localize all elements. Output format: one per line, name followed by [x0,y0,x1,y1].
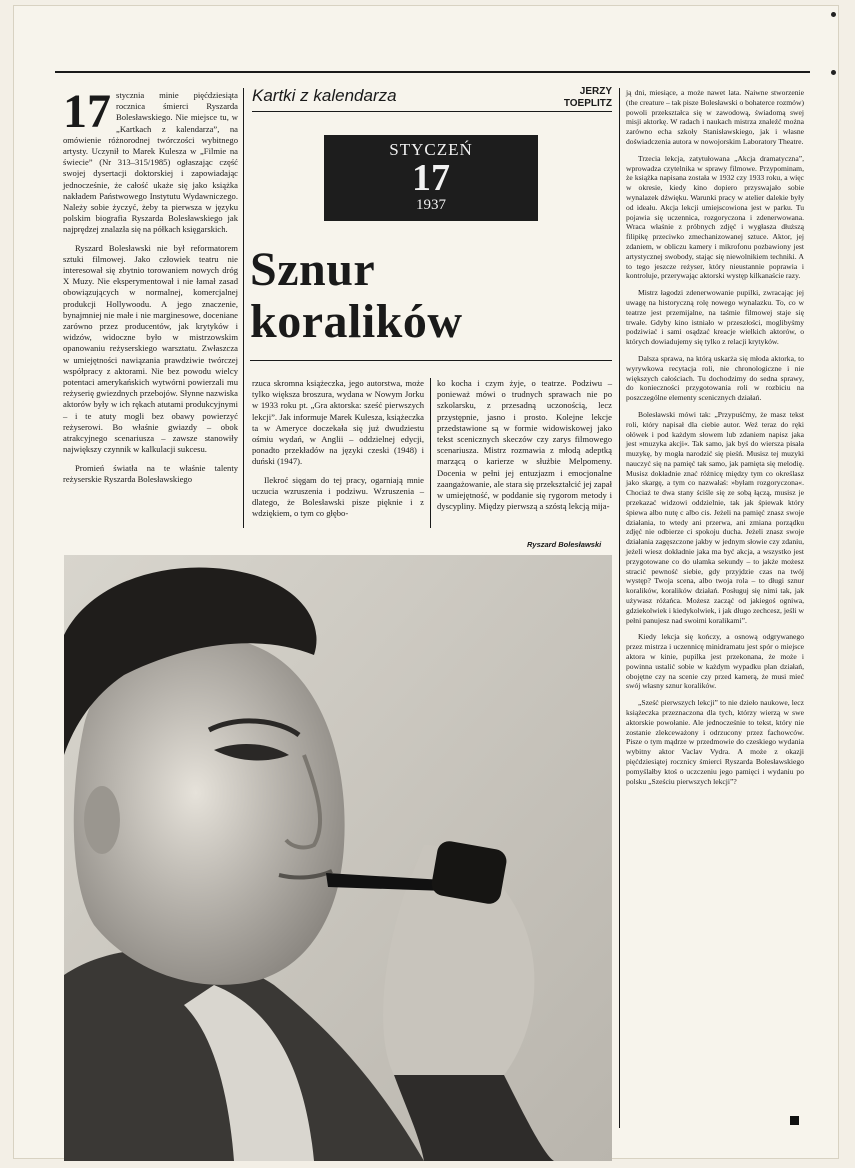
column-4 [626,88,804,793]
column-divider [430,378,431,528]
portrait-photo [64,555,612,1161]
date-month: STYCZEŃ [389,140,473,159]
paragraph: Promień światła na te właśnie talenty reżyserskie Ryszarda Bolesławskiego [63,462,238,484]
column-divider [619,88,620,1128]
dropcap: 17 [63,85,111,138]
paragraph: 17 stycznia minie pięćdziesiąta rocznica śmierci Ryszarda Bolesławskiego. Nie miejsce tu, w „Kartkach z kalendarza”, na omówienie różnorodnej twórczości wybitnego artysty. Uczynił to Marek Kulesza w „Filmie na świecie” (Nr 313–315/1985) ogłaszając część swojej dysertacji doktorskiej i zapowiadając jednocześnie, że całość ukaże się jako książka nakładem Państwowego Instytutu Wydawniczego. Należy sobie życzyć, żeby ta pierwsza w języku polskim biografia Ryszarda Bolesławskiego jak najprędzej znalazła się na półkach księgarskich. [63,85,238,235]
date-box [324,135,538,221]
end-mark [790,1116,799,1125]
paragraph: rzuca skromna książeczka, jego autorstwa, może tylko większa broszura, wydana w Nowym Jorku w 1933 roku pt. „Gra aktorska: sześć pierwszych lekcji”. Jak informuje Marek Kulesza, książeczka ta w Ameryce doczekała się już dwudziestu ośmiu wydań, w Anglii – oddzielnej edycji, ponadto przekładów na języki czeski (1948) i duński (1947). [252,378,424,467]
paragraph: Kiedy lekcja się kończy, a osnową odgrywanego przez mistrza i uczennicę minidramatu jest spór o miejsce aktora w kinie, pupilka jest przekonana, że może i powinna ustalić sobie w każdym wypadku plan działań, obojętne czy na scenie czy przed kamerą, że musi mieć swój własny sznur koralików. [626,632,804,691]
paragraph: ko kocha i czym żyje, o teatrze. Podziwu – ponieważ mówi o trudnych sprawach nie po szkolarsku, z przesadną uczonością, lecz przystępnie, jasno i prosto. Kolejne lekcje przedstawione są w formie widowiskowej jako tekst scenicznych skeczów czy zarys filmowego scenariusza. Mistrz rozmawia z młodą adeptką marzącą o karierze w służbie Melpomeny. Docenia w pełni jej entuzjazm i emocjonalne zaangażowanie, ale stara się przekształcić jej zapał w umiejętność, w poddanie się rygorom metody i dyscypliny. Między pierwszą a szóstą lekcją mija- [437,378,612,512]
paragraph: „Sześć pierwszych lekcji” to nie dzieło naukowe, lecz książeczka przeznaczona dla tych, którzy wierzą w swe aktorskie powołanie. Ale jednocześnie to tekst, który nie zostanie zlekceważony i odrzucony przez fachowców. Pisze o tym mądrze w przedmowie do czeskiego wydania wybitny aktor Vaclav Vydra. A może z okazji pięćdziesiątej rocznicy śmierci Ryszarda Bolesławskiego pomyślałby ktoś o uczczeniu jego pamięci i wydaniu po polsku „Sześciu pierwszych lekcji”? [626,698,804,786]
title-rule [250,360,612,361]
date-year: 1937 [416,197,446,213]
paragraph: Bolesławski mówi tak: „Przypuśćmy, że masz tekst roli, który napisał dla ciebie autor. Weź teraz do ręki ołówek i pod każdym słowem lub zdaniem napisz jaka jest »muzyka akcji«. Tak samo, jak byś do wiersza pisała muzykę, by mogła narodzić się pieśń. Musisz tej muzyki nauczyć się na pamięć tak samo, jak pamięta się melodię. Musisz dokładnie znać różnicę między tym co określasz jako skargę, a tym co nazwałaś: »byłam rozgoryczona«. Chociaż te dwa stany ściśle się ze sobą łączą, musisz je przekazać widzowi oddzielnie, tak jak śpiewak który śpiewa albo nutę c albo cis. Jeżeli na pamięć znasz swoje działania, to wtedy ani przerwa, ani zmiana porządku zdjęć nie odbierze ci spokoju ducha. Jeżeli znasz swoje działania zagęszczone jakby w jednym słowie czy zdaniu, jeżeli wiesz dokładnie jaka ma być akcja, a wszystko jest przygotowane co do ułamka sekundy – to jakże możesz stracić pewność siebie, gdy przyjdzie czas na twój występ? Twoja scena, albo twoja rola – to długi sznur koralików, koralików działań. Posługuj się nimi tak, jak używasz różańca. Możesz zacząć od jakiegoś ogniwa, gdziekolwiek i kiedykolwiek, i jak długo zechcesz, jeśli w pełni panujesz nad swoimi koralikami”. [626,409,804,625]
top-rule [55,71,810,73]
series-title: Kartki z kalendarza [252,86,397,105]
page-corner-mark [831,70,836,75]
paragraph: Dalsza sprawa, na którą uskarża się młoda aktorka, to wyrywkowa recytacja roli, nie chronologiczne i nie większych całościach. Tu dochodzimy do sedna sprawy, do konieczności przygotowania roli w rozbiciu na poszczególne elementy scenicznych działań. [626,353,804,403]
paragraph: ją dni, miesiące, a może nawet lata. Naiwne stworzenie (the creature – tak pisze Bolesławski o bohaterce rozmów) powoli przekształca się w zawodową, świadomą swej misji aktorkę. W radach i naukach mistrza znaleźć można zarówno echa szkoły Stanisławskiego, jak i własne doświadczenia autora w nowojorskim Laboratory Theatre. [626,88,804,146]
page-corner-mark [831,12,836,17]
paragraph: Mistrz łagodzi zdenerwowanie pupilki, zwracając jej uwagę na historyczną rolę nowego wynalazku. To, co w teatrze jest przemijalne, na taśmie filmowej staje się trwałe. Gdyby kino istniało w przeszłości, moglibyśmy podziwiać i sami osądzać kreacje wielkich aktorów, o których dowiadujemy się tylko z relacji krytyków. [626,288,804,347]
photo-caption: Ryszard Bolesławski [527,540,602,549]
paragraph: Ryszard Bolesławski nie był reformatorem sztuki filmowej. Jako człowiek teatru nie interesował się zbytnio torowaniem nowych dróg X Muzy. Nie eksperymentował i nie łamał zasad obowiązujących w normalnej, komercjalnej produkcji Hollywoodu. A jego znaczenie, bynajmniej nie małe i nie marginesowe, doceniane zarówno przez producentów, jak krytyków i widzów, widoczne było w mistrzowskim opanowaniu reżyserskiego warsztatu. Zwłaszcza w umiejętności nawiązania prawdziwie twórczej współpracy z aktorami. Nie bez powodu wielcy potentaci amerykańskich wytwórni powierzali mu reżyserię gwiezdnych przebojów. Słynne nazwiska aktorów były w ich rękach atutami produkcyjnymi – i te atuty mogli bez obawy powierzyć reżyserowi. Bo właśnie gwiazdy – obok atrakcyjnego scenariusza – zawsze stanowiły największy czynnik w kalkulacji sukcesu. [63,242,238,455]
author: JERZY TOEPLITZ [563,86,612,109]
column-1 [63,85,238,492]
paragraph: Trzecia lekcja, zatytułowana „Akcja dramatyczna”, wprowadza czytelnika w sprawy filmowe. Przypominam, że książka napisana została w 1932 czy 1933 roku, a więc w okresie, kiedy kino dopiero przyswajało sobie wynalazek dźwięku. Warunki pracy w atelier dalekie były od ideału. Akcja lekcji umiejscowiona jest w parku. Tu pojawia się uczennica, rozgoryczona i zdenerwowana. Wraca właśnie z próbnych zdjęć i wygłasza dłuższą filipikę przeciwko zmechanizowanej sztuce. Aktor, jej zdaniem, w obliczu kamery i mikrofonu pozbawiony jest artystycznej swobody, stając się niewolnikiem techniki. A to tego jeszcze reżyser, który nieustannie poprawia i kontroluje, przerywając aktorski występ kilkanaście razy. [626,153,804,281]
header-rule [252,111,612,112]
column-divider [243,88,244,528]
date-day: 17 [412,157,450,199]
article-title: Sznur koralików [250,243,463,348]
column-2 [252,378,424,526]
column-3 [437,378,612,519]
paragraph: Ilekroć sięgam do tej pracy, ogarniają mnie uczucia wzruszenia i podziwu. Wzruszenia – dlatego, że Bolesławski pisze pięknie i z wdziękiem, o tym co głębo- [252,474,424,519]
portrait-illustration [64,555,612,1161]
